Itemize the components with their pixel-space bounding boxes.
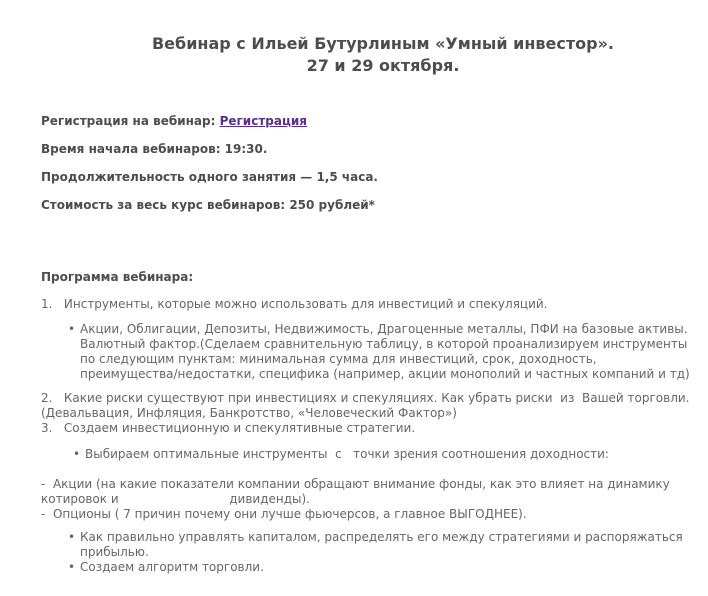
instruments-line-3: по следующим пунктам: минимальная сумма для инвестиций, срок, доходность, — [80, 352, 597, 366]
program-item-1 — [41, 297, 708, 312]
page-title — [0, 0, 708, 77]
registration-link[interactable]: Регистрация — [219, 114, 307, 128]
instruments-bullet-item — [41, 322, 708, 382]
start-time-line: Время начала вебинаров: 19:30. — [41, 142, 268, 156]
program-item-2-line-1: 2. Какие риски существуют при инвестициях и спекуляциях. Как убрать риски из Вашей торговли. — [41, 391, 690, 405]
registration-label: Регистрация на вебинар: — [41, 114, 220, 128]
dash-item-options: - Опционы ( 7 причин почему они лучше фьючерсов, а главное ВЫГОДНЕЕ). — [41, 507, 527, 521]
price-line: Стоимость за весь курс вебинаров: 250 рублей* — [41, 198, 375, 212]
bullet-icon: • — [68, 322, 76, 336]
program-item-3: 3. Создаем инвестиционную и спекулятивные стратегии. — [41, 421, 416, 435]
strategy-bullet-text — [85, 447, 708, 462]
instruments-bullet-text — [80, 322, 708, 382]
program-item-1-text: 1. Инструменты, которые можно использовать для инвестиций и спекуляций. — [41, 297, 548, 311]
page-title-line-2: 27 и 29 октября. — [306, 56, 460, 75]
program-heading: Программа вебинара: — [41, 270, 194, 284]
duration-line: Продолжительность одного занятия — 1,5 часа. — [41, 170, 378, 184]
capital-bullet-text — [80, 530, 708, 560]
strategy-bullet-line: Выбираем оптимальные инструменты с точки зрения соотношения доходности: — [85, 447, 609, 461]
instruments-line-4: преимущества/недостатки, специфика (например, акции монополий и частных компаний и тд) — [80, 367, 690, 381]
capital-line-2: прибылью. — [80, 545, 149, 559]
info-section — [0, 77, 708, 212]
dash-list — [41, 477, 708, 522]
page-title-line-1: Вебинар с Ильей Бутурлиным «Умный инвестор». — [151, 34, 614, 53]
dash-item-stocks-line-1: - Акции (на какие показатели компании обращают внимание фонды, как это влияет на динамику — [41, 477, 670, 491]
bullet-icon: • — [68, 560, 76, 574]
instruments-line-1: Акции, Облигации, Депозиты, Недвижимость, Драгоценные металлы, ПФИ на базовые активы. — [80, 322, 688, 336]
program-item-2-line-2: (Девальвация, Инфляция, Банкротство, «Человеческий Фактор») — [41, 406, 457, 420]
program-items-2-3 — [41, 391, 708, 436]
bullet-icon: • — [68, 530, 76, 544]
algorithm-line: Создаем алгоритм торговли. — [80, 560, 264, 574]
dash-item-stocks-line-2: котировок и дивиденды). — [41, 492, 310, 506]
algorithm-bullet-text — [80, 560, 708, 575]
algorithm-bullet-item — [41, 560, 708, 575]
capital-bullet-item — [41, 530, 708, 560]
final-bullet-list — [41, 530, 708, 575]
instruments-line-2: Валютный фактор.(Сделаем сравнительную таблицу, в которой проанализируем инструменты — [80, 337, 688, 351]
bullet-icon: • — [73, 447, 81, 461]
strategy-bullet-item — [41, 447, 708, 462]
capital-line-1: Как правильно управлять капиталом, распределять его между стратегиями и распоряжаться — [80, 530, 683, 544]
registration-line — [41, 114, 708, 128]
program-section — [0, 212, 708, 575]
